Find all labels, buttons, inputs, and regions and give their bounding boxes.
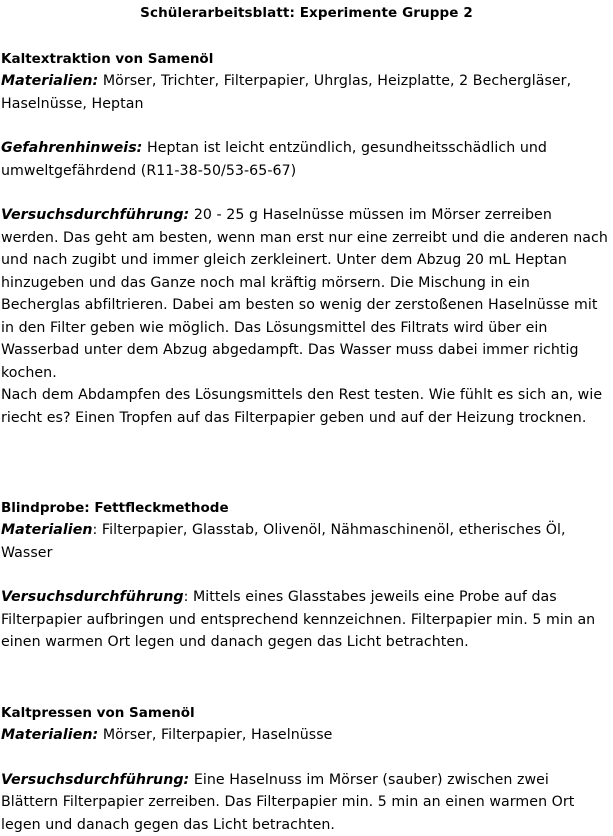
- section-kaltextraktion: [1, 48, 609, 429]
- section-kaltpressen: [1, 702, 609, 836]
- procedure-paragraph: [1, 769, 609, 836]
- section-heading: Kaltpressen von Samenöl: [1, 705, 195, 721]
- section-heading: Blindprobe: Fettfleckmethode: [1, 500, 229, 516]
- materials-paragraph: [1, 70, 609, 115]
- materials-label: Materialien:: [1, 727, 99, 743]
- procedure-paragraph: [1, 586, 609, 654]
- procedure-paragraph-2: Nach dem Abdampfen des Lösungsmittels den Rest testen. Wie fühlt es sich an, wie riecht es? Einen Tropfen auf das Filterpapier geben und auf der Heizung trocknen.: [1, 387, 603, 426]
- materials-text: Mörser, Trichter, Filterpapier, Uhrglas, Heizplatte, 2 Bechergläser, Haselnüsse, Heptan: [1, 73, 572, 112]
- materials-paragraph: [1, 724, 609, 747]
- procedure-label: Versuchsdurchführung:: [1, 771, 190, 788]
- hazard-label: Gefahrenhinweis:: [1, 140, 143, 156]
- procedure-label: Versuchsdurchführung:: [1, 207, 190, 223]
- materials-label: Materialien:: [1, 73, 99, 89]
- procedure-text: 20 - 25 g Haselnüsse müssen im Mörser zerreiben werden. Das geht am besten, wenn man erst nur eine zerreibt und die anderen nach und nach zugibt und immer gleich zerkleinert. Unter dem Abzug 20 mL Heptan hinzugeben und das Ganze noch mal kräftig mörsern. Die Mischung in ein Becherglas abfiltrieren. Dabei am besten so wenig der zerstoßenen Haselnüsse mit in den Filter geben wie möglich. Das Lösungsmittel des Filtrats wird über ein Wasserbad unter dem Abzug abgedampft. Das Wasser muss dabei immer richtig kochen.: [1, 207, 608, 381]
- section-heading: Kaltextraktion von Samenöl: [1, 51, 214, 67]
- procedure-text: : Mittels eines Glasstabes jeweils eine Probe auf das Filterpapier aufbringen und entsprechend kennzeichnen. Filterpapier min. 5 min an einen warmen Ort legen und danach gegen das Licht betrachten.: [1, 589, 596, 650]
- materials-text: Mörser, Filterpapier, Haselnüsse: [98, 727, 333, 743]
- materials-label: Materialien: [1, 522, 93, 538]
- page-title: Schülerarbeitsblatt: Experimente Gruppe 2: [140, 5, 473, 21]
- procedure-text: Eine Haselnuss im Mörser (sauber) zwischen zwei Blättern Filterpapier zerreiben. Das Filterpapier min. 5 min an einen warmen Ort legen und danach gegen das Licht betrachten.: [1, 771, 575, 833]
- procedure-label: Versuchsdurchführung: [1, 589, 184, 605]
- materials-paragraph: [1, 519, 609, 564]
- procedure-paragraph: [1, 204, 609, 384]
- materials-text: : Filterpapier, Glasstab, Olivenöl, Nähmaschinenöl, etherisches Öl, Wasser: [1, 522, 566, 561]
- hazard-text: Heptan ist leicht entzündlich, gesundheitsschädlich und umweltgefährdend (R11-38-50/53-65-67): [1, 140, 547, 179]
- hazard-paragraph: [1, 137, 609, 182]
- section-blindprobe: [1, 497, 609, 654]
